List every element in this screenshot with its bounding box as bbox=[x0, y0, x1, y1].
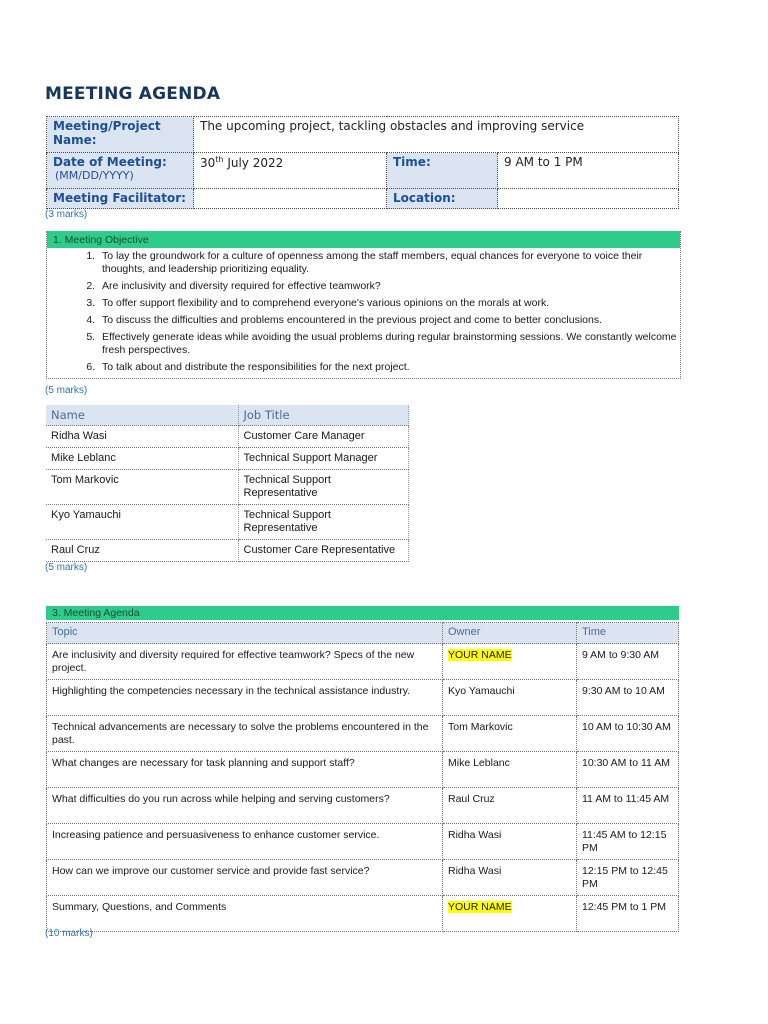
table-row bbox=[46, 470, 409, 505]
attendee-job-title: Technical Support Representative bbox=[238, 505, 409, 540]
time-label: Time: bbox=[387, 153, 498, 189]
list-item: 6. To talk about and distribute the responsibilities for the next project. bbox=[98, 361, 680, 374]
agenda-owner bbox=[443, 644, 577, 680]
objective-heading: 1. Meeting Objective bbox=[47, 231, 680, 248]
agenda-owner: Ridha Wasi bbox=[443, 860, 577, 896]
marks-note: (3 marks) bbox=[45, 209, 88, 220]
agenda-time: 12:45 PM to 1 PM bbox=[577, 896, 679, 932]
attendee-name: Tom Markovic bbox=[46, 470, 238, 505]
facilitator-value[interactable] bbox=[194, 189, 387, 209]
marks-note: (5 marks) bbox=[45, 562, 88, 573]
list-item: 3. To offer support flexibility and to comprehend everyone's various opinions on the morals at work. bbox=[98, 297, 680, 310]
objective-list bbox=[47, 250, 680, 374]
table-row bbox=[47, 824, 679, 860]
time-value[interactable]: 9 AM to 1 PM bbox=[498, 153, 679, 189]
meeting-objective-section bbox=[46, 231, 681, 379]
agenda-owner: Tom Markovic bbox=[443, 716, 577, 752]
table-row bbox=[46, 505, 409, 540]
agenda-topic: Increasing patience and persuasiveness to enhance customer service. bbox=[47, 824, 443, 860]
location-value[interactable] bbox=[498, 189, 679, 209]
attendees-table bbox=[46, 405, 409, 562]
agenda-topic: What difficulties do you run across while helping and serving customers? bbox=[47, 788, 443, 824]
agenda-heading: 3. Meeting Agenda bbox=[46, 606, 679, 620]
agenda-table bbox=[46, 622, 679, 932]
agenda-topic: Technical advancements are necessary to solve the problems encountered in the past. bbox=[47, 716, 443, 752]
agenda-owner: Ridha Wasi bbox=[443, 824, 577, 860]
owner-highlight[interactable]: YOUR NAME bbox=[448, 901, 512, 913]
column-header-name: Name bbox=[46, 405, 238, 426]
agenda-topic: Highlighting the competencies necessary in the technical assistance industry. bbox=[47, 680, 443, 716]
list-item: 5. Effectively generate ideas while avoiding the usual problems during regular brainstorming sessions. We constantly welcome fresh perspectives. bbox=[98, 331, 680, 357]
table-row bbox=[47, 680, 679, 716]
date-day: 30 bbox=[200, 156, 216, 170]
table-row bbox=[46, 426, 409, 448]
date-rest: July 2022 bbox=[223, 156, 284, 170]
agenda-owner: Mike Leblanc bbox=[443, 752, 577, 788]
facilitator-label: Meeting Facilitator: bbox=[47, 189, 194, 209]
table-row bbox=[47, 752, 679, 788]
column-header-owner: Owner bbox=[443, 623, 577, 644]
agenda-time: 11:45 AM to 12:15 PM bbox=[577, 824, 679, 860]
attendee-name: Kyo Yamauchi bbox=[46, 505, 238, 540]
owner-highlight[interactable]: YOUR NAME bbox=[448, 649, 512, 661]
list-item: 2. Are inclusivity and diversity required for effective teamwork? bbox=[98, 280, 680, 293]
agenda-time: 9 AM to 9:30 AM bbox=[577, 644, 679, 680]
column-header-topic: Topic bbox=[47, 623, 443, 644]
attendee-name: Ridha Wasi bbox=[46, 426, 238, 448]
attendee-job-title: Customer Care Manager bbox=[238, 426, 409, 448]
agenda-time: 10 AM to 10:30 AM bbox=[577, 716, 679, 752]
location-label: Location: bbox=[387, 189, 498, 209]
column-header-job-title: Job Title bbox=[238, 405, 409, 426]
column-header-time: Time bbox=[577, 623, 679, 644]
table-row bbox=[47, 644, 679, 680]
table-row bbox=[46, 540, 409, 562]
marks-note: (5 marks) bbox=[45, 385, 88, 396]
project-name-label: Meeting/Project Name: bbox=[47, 117, 194, 153]
table-row bbox=[47, 860, 679, 896]
attendee-name: Raul Cruz bbox=[46, 540, 238, 562]
attendee-job-title: Technical Support Representative bbox=[238, 470, 409, 505]
meeting-info-table bbox=[46, 116, 679, 209]
date-label-text: Date of Meeting: bbox=[53, 155, 167, 169]
agenda-owner: Raul Cruz bbox=[443, 788, 577, 824]
table-row bbox=[46, 448, 409, 470]
date-of-meeting-value[interactable] bbox=[194, 153, 387, 189]
date-format-hint: (MM/DD/YYYY) bbox=[55, 169, 134, 182]
agenda-time: 11 AM to 11:45 AM bbox=[577, 788, 679, 824]
date-of-meeting-label bbox=[47, 153, 194, 189]
table-row bbox=[47, 788, 679, 824]
agenda-time: 10:30 AM to 11 AM bbox=[577, 752, 679, 788]
agenda-owner: Kyo Yamauchi bbox=[443, 680, 577, 716]
agenda-topic: Are inclusivity and diversity required for effective teamwork? Specs of the new project. bbox=[47, 644, 443, 680]
attendee-name: Mike Leblanc bbox=[46, 448, 238, 470]
agenda-topic: How can we improve our customer service and provide fast service? bbox=[47, 860, 443, 896]
agenda-topic: What changes are necessary for task planning and support staff? bbox=[47, 752, 443, 788]
agenda-time: 9:30 AM to 10 AM bbox=[577, 680, 679, 716]
page-title: MEETING AGENDA bbox=[45, 84, 221, 104]
date-suffix: th bbox=[215, 155, 224, 164]
table-row bbox=[47, 896, 679, 932]
list-item: 4. To discuss the difficulties and problems encountered in the previous project and come to better conclusions. bbox=[98, 314, 680, 327]
agenda-owner bbox=[443, 896, 577, 932]
attendee-job-title: Technical Support Manager bbox=[238, 448, 409, 470]
project-name-value[interactable]: The upcoming project, tackling obstacles and improving service bbox=[194, 117, 679, 153]
agenda-time: 12:15 PM to 12:45 PM bbox=[577, 860, 679, 896]
list-item: 1. To lay the groundwork for a culture of openness among the staff members, equal chances for everyone to voice their thoughts, and leadership prioritizing equality. bbox=[98, 250, 680, 276]
attendee-job-title: Customer Care Representative bbox=[238, 540, 409, 562]
table-row bbox=[47, 716, 679, 752]
marks-note: (10 marks) bbox=[45, 928, 93, 939]
agenda-topic: Summary, Questions, and Comments bbox=[47, 896, 443, 932]
